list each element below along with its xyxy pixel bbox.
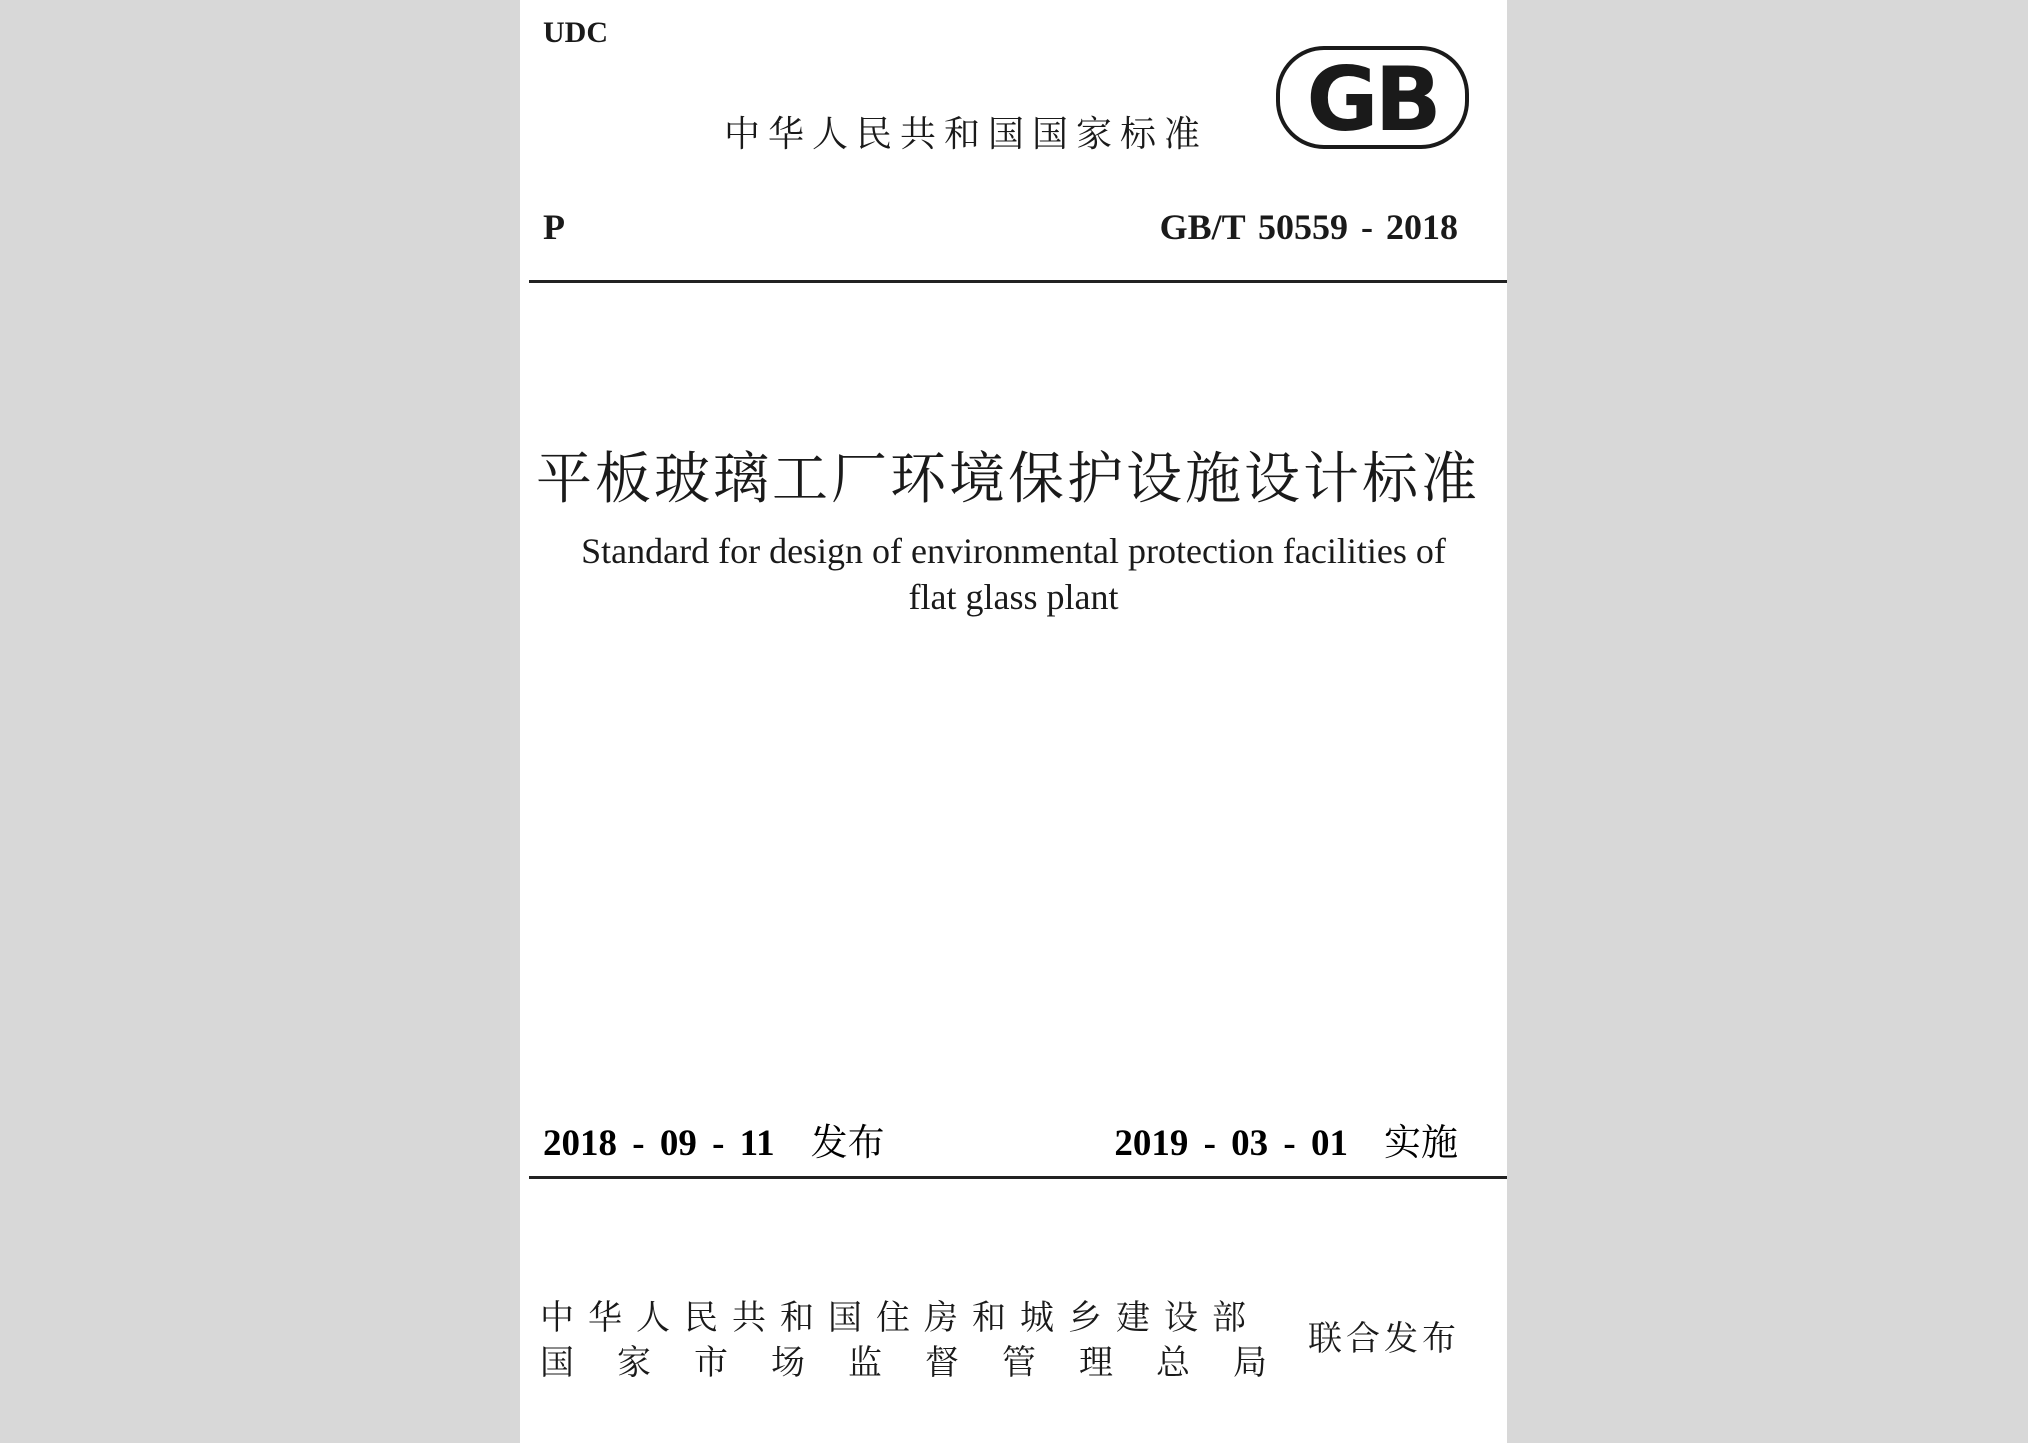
footer-divider [529, 1176, 1507, 1179]
title-chinese: 平板玻璃工厂环境保护设施设计标准 [536, 447, 1480, 512]
header-divider [529, 280, 1507, 283]
issue-date: 2018 - 09 - 11 [543, 1123, 775, 1164]
issue-date-block [543, 1112, 885, 1166]
issuer-ministry: 中华人民共和国住房和城乡建设部 [540, 1298, 1260, 1338]
joint-issue-label: 联合发布 [1308, 1319, 1460, 1359]
national-standard-heading: 中华人民共和国国家标准 [724, 114, 1209, 155]
title-english [520, 528, 1507, 620]
gb-logo-icon [1275, 45, 1470, 150]
title-english-line-1: Standard for design of environmental protection facilities of [581, 531, 1446, 571]
gb-logo [1275, 45, 1470, 150]
issue-label: 发布 [810, 1121, 885, 1164]
implementation-label: 实施 [1384, 1121, 1458, 1164]
implementation-date: 2019 - 03 - 01 [1114, 1123, 1348, 1164]
udc-label: UDC [543, 16, 608, 49]
standard-number: GB/T 50559 - 2018 [1159, 207, 1458, 247]
document-page [520, 0, 1507, 1443]
svg-text:GB: GB [1306, 48, 1438, 150]
implementation-date-block [1114, 1112, 1458, 1166]
classification-code: P [543, 207, 565, 247]
title-english-line-2: flat glass plant [908, 577, 1119, 617]
issuer-administration: 国家市场监督管理总局 [540, 1343, 1310, 1383]
